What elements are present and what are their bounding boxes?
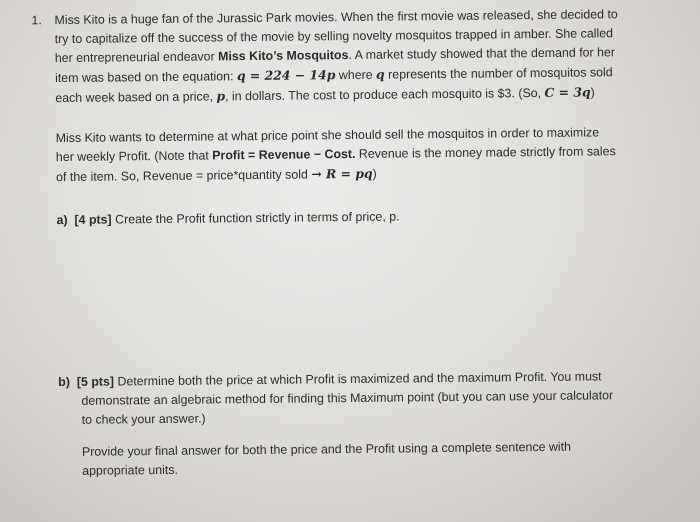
part-b-note-line-2: appropriate units. [82, 462, 179, 478]
part-b-note-line-1: Provide your final answer for both the price and the Profit using a complete sentence with [81, 439, 572, 459]
context-text: of the item. So, Revenue = price*quantity sold [56, 167, 312, 185]
intro-text: ) [590, 85, 595, 100]
part-b-note [82, 437, 642, 481]
business-name: Miss Kito’s Mosquitos [218, 48, 349, 64]
part-b-line-2: demonstrate an algebraic method for finding this Maximum point (but you can use your calculator [81, 388, 614, 408]
cost-equation: C = 3q [544, 84, 591, 100]
profit-definition: Profit = Revenue − Cost. [212, 146, 356, 163]
intro-text: represents the number of mosquitos sold [384, 65, 613, 82]
context-text: ) [372, 166, 377, 181]
part-a-points: [4 pts] [74, 212, 112, 227]
part-a-label: a) [56, 212, 68, 228]
part-b-line-1: Determine both the price at which Profit is maximized and the maximum Profit. You must [113, 369, 602, 389]
part-b-label: b) [58, 374, 71, 390]
problem-context [56, 123, 667, 187]
context-line-1: Miss Kito wants to determine at what price point she should sell the mosquitos in order to maximize [55, 125, 600, 146]
part-b [58, 367, 669, 430]
intro-text: . A market study showed that the demand for her [348, 45, 616, 63]
intro-text: each week based on a price, [55, 89, 217, 106]
part-a-text: Create the Profit function strictly in terms of price, p. [111, 209, 400, 227]
part-b-line-3: to check your answer.) [81, 411, 206, 427]
context-text: her weekly Profit. (Note that [55, 148, 213, 165]
revenue-equation: → R = pq [311, 165, 373, 182]
demand-equation: q = 224 − 14p [236, 67, 336, 84]
problem-intro [54, 5, 665, 108]
intro-text: her entrepreneurial endeavor [54, 49, 219, 66]
intro-line-2: try to capitalize off the success of the movie by selling novelty mosquitos trapped in amber. She called [54, 26, 614, 47]
var-p: p [216, 88, 226, 104]
part-a [56, 205, 666, 230]
context-text: Revenue is the money made strictly from sales [355, 144, 616, 161]
intro-text: item was based on the equation: [54, 69, 237, 86]
intro-text: where [335, 67, 377, 83]
problem-number: 1. [31, 13, 42, 28]
intro-text: , in dollars. The cost to produce each mosquito is $3. (So, [225, 85, 545, 104]
var-q: q [375, 66, 385, 82]
intro-line-1: Miss Kito is a huge fan of the Jurassic Park movies. When the first movie was released, she decided to [54, 7, 618, 28]
part-b-points: [5 pts] [76, 374, 115, 389]
